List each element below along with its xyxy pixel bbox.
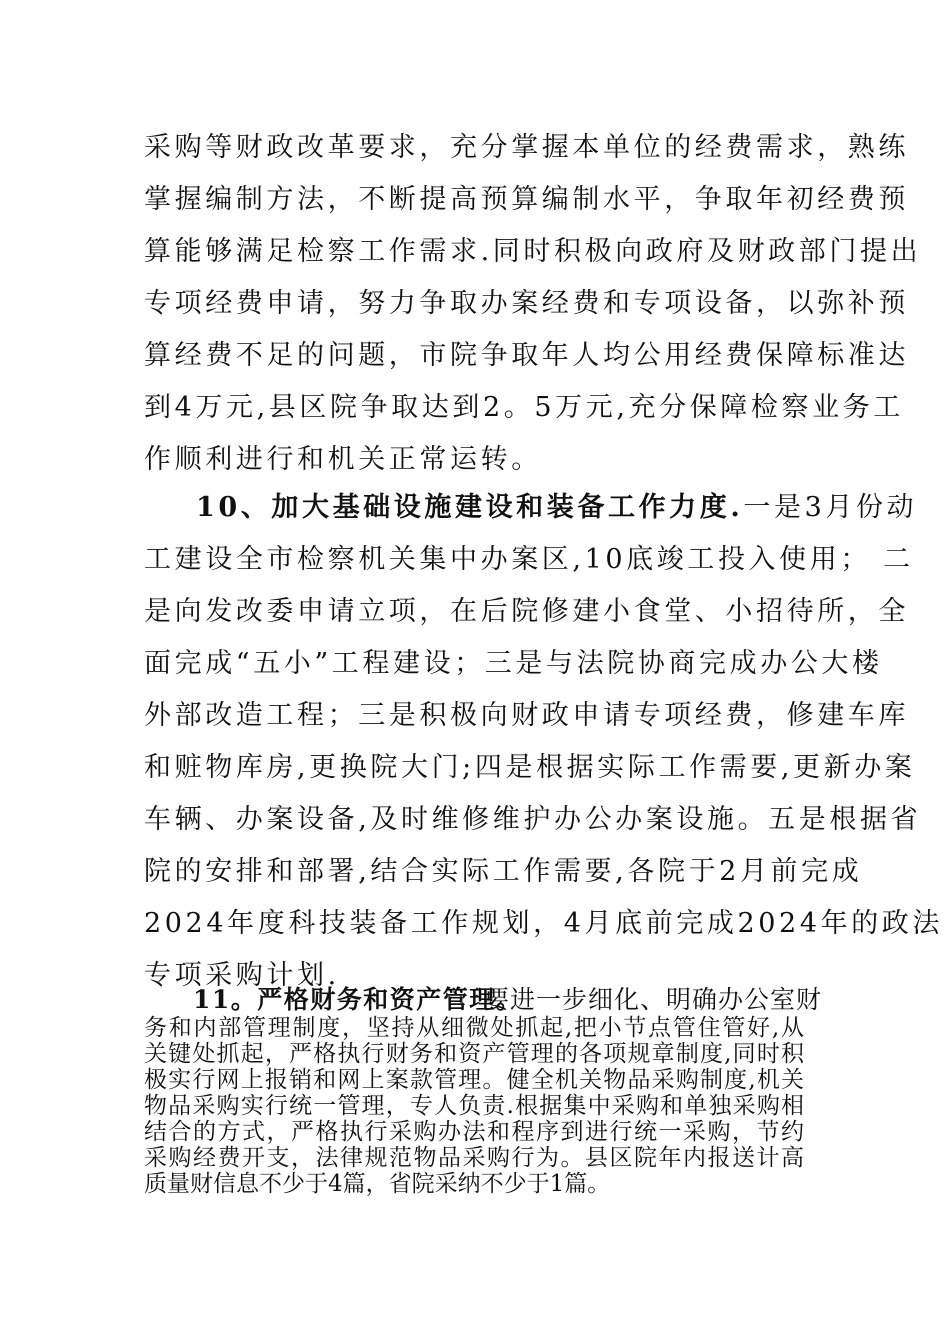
- text-line: 工建设全市检察机关集中办案区,10底竣工投入使用； 二: [144, 544, 914, 575]
- text-line: 面完成“五小”工程建设；三是与法院协商完成办公大楼: [144, 648, 883, 679]
- text-line: 2024年度科技装备工作规划，4月底前完成2024年的政法: [144, 908, 944, 939]
- text-line: 是向发改委申请立项，在后院修建小食堂、小招待所，全: [144, 596, 909, 627]
- section-10-first-line-rest: 一是3月份动: [743, 492, 918, 523]
- text-line: 采购等财政改革要求，充分掌握本单位的经费需求，熟练: [144, 132, 909, 163]
- text-line: 车辆、办案设备,及时维修维护办公办案设施。五是根据省: [144, 804, 922, 835]
- text-line: 院的安排和部署,结合实际工作需要,各院于2月前完成: [144, 856, 863, 887]
- text-line: 算经费不足的问题，市院争取年人均公用经费保障标准达: [144, 340, 909, 371]
- text-line: 外部改造工程；三是积极向财政申请专项经费，修建车库: [144, 700, 909, 731]
- text-line: 质量财信息不少于4篇，省院采纳不少于1篇。: [144, 1171, 611, 1197]
- text-line: 和赃物库房,更换院大门;四是根据实际工作需要,更新办案: [144, 752, 916, 783]
- section-11-title: 11。严格财务和资产管理。: [193, 985, 523, 1014]
- section-11-first-line-rest: 要进一步细化、明确办公室财: [484, 985, 823, 1014]
- text-line: 专项采购计划.: [144, 960, 340, 991]
- text-line: 结合的方式，严格执行采购办法和程序到进行统一采购，节约: [144, 1119, 804, 1145]
- text-line: 专项经费申请，努力争取办案经费和专项设备，以弥补预: [144, 288, 909, 319]
- text-line: 关键处抓起，严格执行财务和资产管理的各项规章制度,同时积: [144, 1041, 804, 1067]
- text-line: 采购经费开支，法律规范物品采购行为。县区院年内报送计高: [144, 1145, 804, 1171]
- text-line: 极实行网上报销和网上案款管理。健全机关物品采购制度,机关: [144, 1067, 804, 1093]
- text-line: 作顺利进行和机关正常运转。: [144, 444, 542, 475]
- text-line: 物品采购实行统一管理，专人负责.根据集中采购和单独采购相: [144, 1093, 804, 1119]
- text-line: 算能够满足检察工作需求.同时积极向政府及财政部门提出: [144, 236, 922, 267]
- section-10-title: 10、加大基础设施建设和装备工作力度.: [196, 492, 744, 523]
- text-line: 务和内部管理制度，坚持从细微处抓起,把小节点管住管好,从: [144, 1015, 804, 1041]
- text-line: 掌握编制方法，不断提高预算编制水平，争取年初经费预: [144, 184, 909, 215]
- text-line: 到4万元,县区院争取达到2。5万元,充分保障检察业务工: [144, 392, 904, 423]
- section-10-first-line: [196, 491, 918, 525]
